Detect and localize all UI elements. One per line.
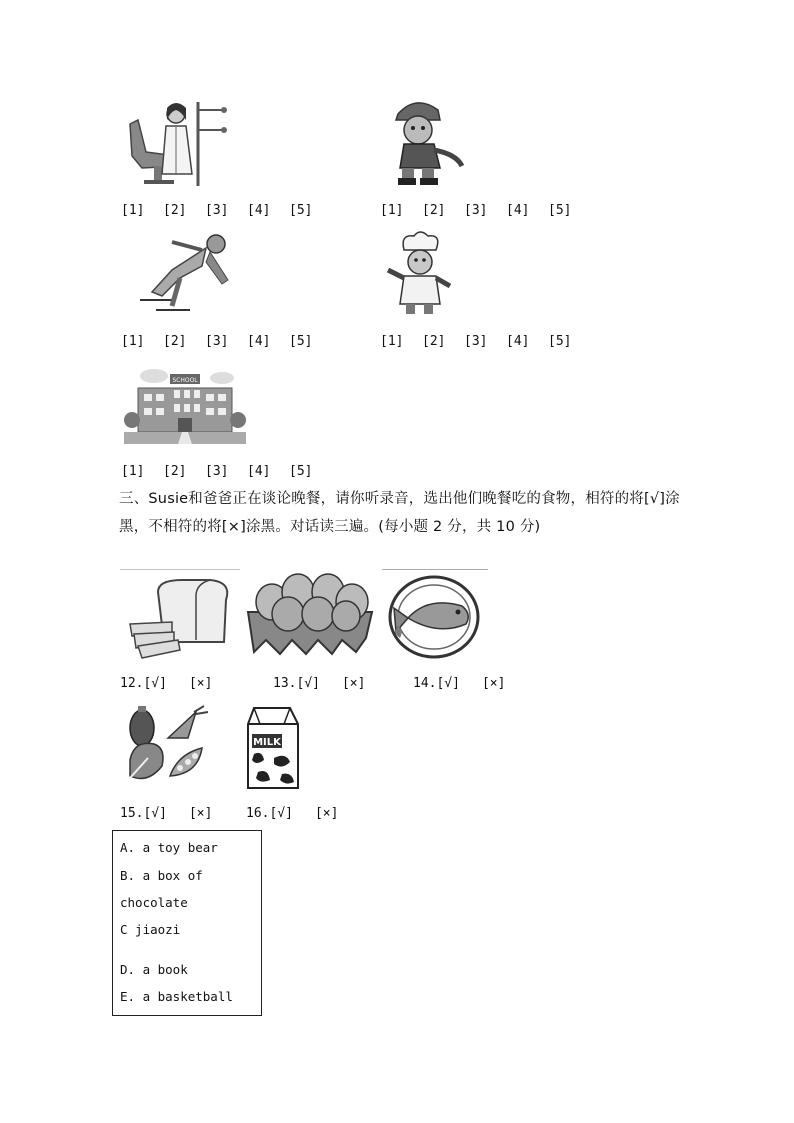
bread-picture [128, 578, 232, 660]
no-option[interactable]: [×] [188, 676, 213, 691]
eggs-picture [244, 570, 376, 660]
item-number: 15. [120, 806, 144, 821]
rating-option[interactable]: [5] [289, 334, 313, 349]
rating-option[interactable]: [3] [464, 203, 488, 218]
rating-option[interactable]: [3] [464, 334, 488, 349]
choice-d: D. a book [120, 962, 188, 977]
skater-picture [132, 230, 236, 314]
yes-option[interactable]: [√] [143, 676, 167, 691]
rating-option[interactable]: [1] [121, 464, 145, 479]
choice-b: B. a box of [120, 868, 203, 883]
section-3-instructions-line-2: 黑，不相符的将[×]涂黑。对话读三遍。(每小题 2 分，共 10 分) [119, 519, 541, 535]
section-3-instructions-line-1: 三、Susie和爸爸正在谈论晚餐，请你听录音，选出他们晚餐吃的食物，相符的将[√]涂 [119, 491, 680, 507]
milk-label: MILK [253, 737, 281, 748]
divider [382, 569, 488, 570]
no-option[interactable]: [×] [481, 676, 506, 691]
rating-option[interactable]: [5] [289, 203, 313, 218]
food-answer-12 [120, 676, 212, 691]
choice-e: E. a basketball [120, 989, 233, 1004]
rating-option[interactable]: [2] [163, 334, 187, 349]
food-answer-15 [120, 806, 212, 821]
cook-picture [384, 230, 456, 320]
item-number: 14. [413, 676, 437, 691]
food-answer-13 [273, 676, 365, 691]
rating-option[interactable]: [4] [247, 334, 271, 349]
rating-option[interactable]: [4] [247, 203, 271, 218]
dentist-picture [124, 96, 228, 190]
choices-box [112, 830, 262, 1016]
rating-option[interactable]: [5] [548, 203, 572, 218]
rating-option[interactable]: [1] [380, 203, 404, 218]
school-picture [124, 362, 246, 444]
rating-option[interactable]: [3] [205, 203, 229, 218]
milk-carton-picture [244, 702, 302, 790]
divider [120, 569, 240, 570]
no-option[interactable]: [×] [341, 676, 366, 691]
yes-option[interactable]: [√] [436, 676, 460, 691]
yes-option[interactable]: [√] [143, 806, 167, 821]
school-sign: SCHOOL [172, 377, 198, 384]
choice-c: C jiaozi [120, 922, 181, 937]
choice-a: A. a toy bear [120, 840, 218, 855]
rating-option[interactable]: [1] [121, 334, 145, 349]
rating-option[interactable]: [3] [205, 464, 229, 479]
item-number: 13. [273, 676, 297, 691]
yes-option[interactable]: [√] [296, 676, 320, 691]
no-option[interactable]: [×] [314, 806, 339, 821]
rating-option[interactable]: [1] [380, 334, 404, 349]
rating-option[interactable]: [4] [247, 464, 271, 479]
rating-option[interactable]: [5] [289, 464, 313, 479]
rating-option[interactable]: [2] [422, 203, 446, 218]
rating-option[interactable]: [2] [422, 334, 446, 349]
vegetables-picture [124, 704, 210, 788]
rating-option[interactable]: [4] [506, 203, 530, 218]
firefighter-picture [386, 96, 468, 188]
rating-option[interactable]: [1] [121, 203, 145, 218]
choice-b-continued: chocolate [120, 895, 188, 910]
food-answer-16 [246, 806, 338, 821]
no-option[interactable]: [×] [188, 806, 213, 821]
rating-option[interactable]: [4] [506, 334, 530, 349]
item-number: 16. [246, 806, 270, 821]
yes-option[interactable]: [√] [269, 806, 293, 821]
item-number: 12. [120, 676, 144, 691]
fish-picture [388, 574, 480, 660]
rating-option[interactable]: [5] [548, 334, 572, 349]
rating-option[interactable]: [3] [205, 334, 229, 349]
rating-option[interactable]: [2] [163, 464, 187, 479]
rating-option[interactable]: [2] [163, 203, 187, 218]
food-answer-14 [413, 676, 505, 691]
